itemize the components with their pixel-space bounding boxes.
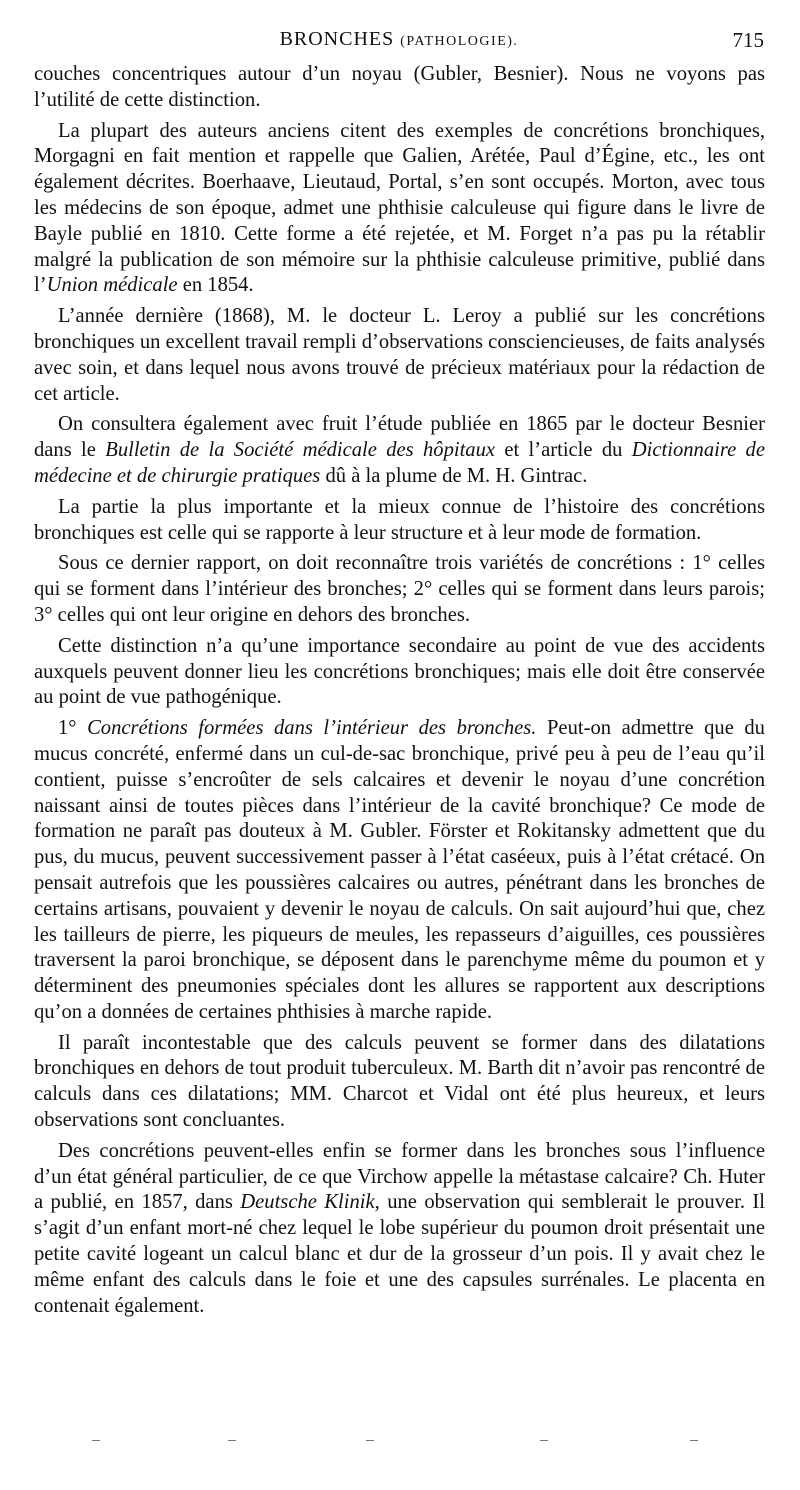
paragraph-text: La partie la plus importante et la mieux connue de l’histoire des concrétions bronchiques est celle qui se rapporte à leur structure et à leur mode de formation. [34,495,765,544]
paragraph [34,62,765,114]
running-head [34,28,764,51]
paragraph [34,1139,765,1320]
paragraph-text: , une observation qui semblerait le prouver. Il s’agit d’un enfant mort-né chez lequel le lobe supérieur du poumon droit présentait une petite cavité logeant un calcul blanc et dur de la grosseur d’un pois. Il y avait chez le même enfant des calculs dans le foie et une des capsules surrénales. Le placenta en contenait également. [34,1191,765,1317]
paragraph-text: Il paraît incontestable que des calculs peuvent se former dans des dilatations bronchiques en dehors de tout produit tuberculeux. M. Barth dit n’avoir pas rencontré de calculs dans ces dilatations; MM. Charcot et Vidal ont été plus heureux, et leurs observations sont concluantes. [34,1031,765,1132]
footer-mark [92,1440,100,1441]
paragraph-text: Des concrétions peuvent-elles enfin se former dans les bronches sous l’influence d’un état général particulier, de ce que Virchow appelle la métastase calcaire? Ch. Huter a publié, en 1857, dans [34,1139,765,1214]
footer-mark [690,1440,698,1441]
paragraph [34,716,765,1026]
paragraph-text: L’année dernière (1868), M. le docteur L. Leroy a publié sur les concrétions bronchiques un excellent travail rempli d’observations consciencieuses, de faits analysés avec soin, et dans lequel nous avons trouvé de précieux matériaux pour la rédaction de cet article. [34,305,765,405]
paragraph-text: et l’article du [495,439,632,462]
paragraph-text: Cette distinction n’a qu’une importance secondaire au point de vue des accidents auxquels peuvent donner lieu les concrétions bronchiques; mais elle doit être conservée au point de vue pathogénique. [34,634,765,709]
footer-mark [366,1440,374,1441]
paragraph [34,551,765,628]
italic-text: Concrétions formées dans l’intérieur des bronches. [87,717,537,740]
paragraph-text: Peut-on admettre que du mucus concrété, enfermé dans un cul-de-sac bronchique, privé peu à peu de l’eau qu’il contient, puisse s’encroûter de sels calcaires et devenir le noyau d’une concrétion naissant ainsi de toutes pièces dans l’intérieur de la cavité bronchique? Ce mode de formation ne paraît pas douteux à M. Gubler. Förster et Rokitansky admettent que du pus, du mucus, peuvent successivement passer à l’état caséeux, puis à l’état crétacé. On pensait autrefois que les poussières calcaires ou autres, pénétrant dans les bronches de certains artisans, pouvaient y devenir le noyau de calculs. On sait aujourd’hui que, chez les tailleurs de pierre, les piqueurs de meules, les repasseurs d’aiguilles, ces poussières traversent la paroi bronchique, se déposent dans le parenchyme même du poumon et y déterminent des pneumonies spéciales dont les allures se rapportent aux descriptions qu’on a données de certaines phthisies à marche rapide. [34,717,765,1023]
paragraph-text: Sous ce dernier rapport, on doit reconnaître trois variétés de concrétions : 1° celles qui se forment dans l’intérieur des bronches; 2° celles qui se forment dans leurs parois; 3° celles qui ont leur origine en dehors des bronches. [34,552,765,626]
paragraph [34,634,765,711]
paragraph [34,304,765,407]
paragraph-text: dû à la plume de M. H. Gintrac. [320,464,588,487]
italic-text: Bulletin de la Société médicale des hôpitaux [105,439,496,462]
body-text [34,62,765,1324]
italic-text: Dictionnaire de médecine et de chirurgie pratiques [34,439,765,487]
paragraph [34,495,765,547]
page-header [34,28,764,58]
paragraph [34,1031,765,1134]
paragraph-text: couches concentriques autour d’un noyau (Gubler, Besnier). Nous ne voyons pas l’utilité de cette distinction. [34,63,765,111]
paragraph [34,412,765,489]
paragraph-text: 1° [58,717,88,740]
running-head-subtitle: (PATHOLOGIE). [400,34,519,49]
footer-mark [228,1440,236,1441]
footer-marks [0,1440,800,1450]
page-number: 715 [732,28,764,52]
italic-text: Deutsche Klinik [240,1191,375,1214]
paragraph-text: en 1854. [177,274,254,297]
paragraph-text: La plupart des auteurs anciens citent des exemples de concrétions bronchiques, Morgagni en fait mention et rappelle que Galien, Arétée, Paul d’Égine, etc., les ont également décrites. Boerhaave, Lieutaud, Portal, s’en sont occupés. Morton, avec tous les médecins de son époque, admet une phthisie calculeuse qui figure dans le livre de Bayle publié en 1810. Cette forme a été rejetée, et M. Forget n’a pas pu la rétablir malgré la publication de son mémoire sur la phthisie calculeuse primitive, publié dans l’ [34,119,765,297]
paragraph-text: On consultera également avec fruit l’étude publiée en 1865 par le docteur Besnier dans le [34,413,765,462]
italic-text: Union médicale [46,274,178,297]
paragraph [34,119,765,300]
running-head-title: BRONCHES [279,28,395,50]
footer-mark [540,1440,548,1441]
